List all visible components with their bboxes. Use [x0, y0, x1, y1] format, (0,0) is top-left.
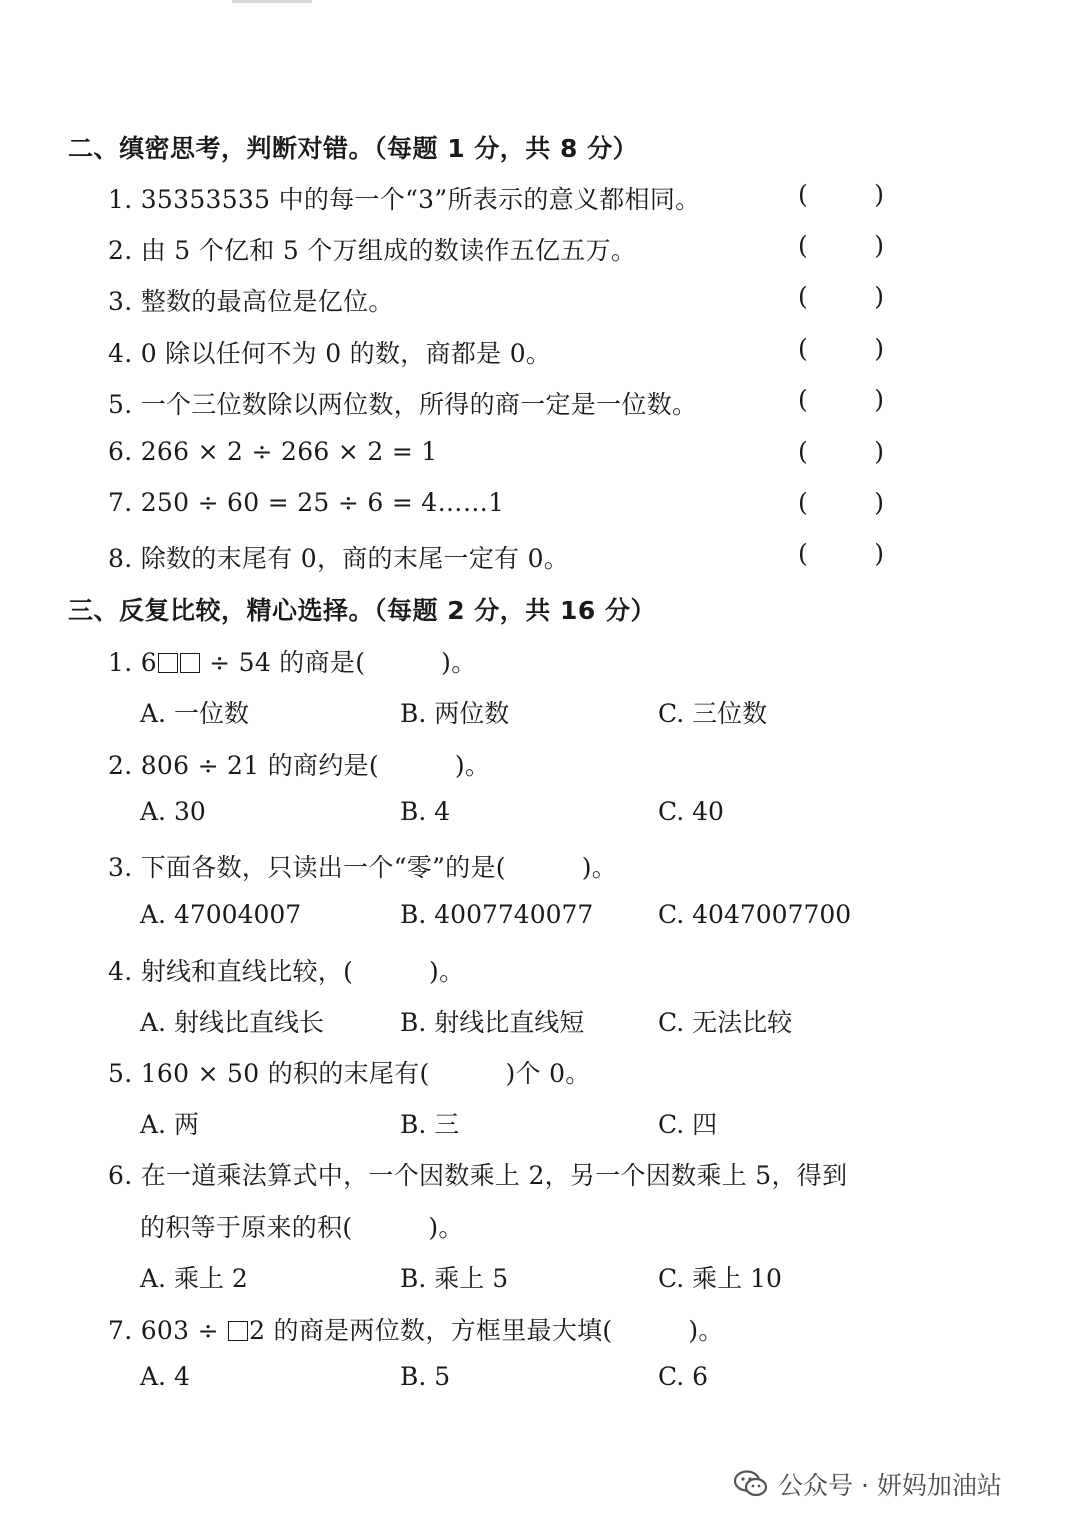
- q1-option-b[interactable]: B. 两位数: [400, 699, 510, 728]
- wechat-icon: [734, 1470, 768, 1498]
- judge-item-7: 7. 250 ÷ 60 = 25 ÷ 6 = 4……1: [108, 488, 505, 517]
- answer-paren-3[interactable]: ( ): [798, 282, 884, 311]
- judge-item-8: 8. 除数的末尾有 0，商的末尾一定有 0。: [108, 544, 570, 573]
- q7-suffix: 2 的商是两位数，方框里最大填( )。: [249, 1316, 724, 1345]
- answer-paren-1[interactable]: ( ): [798, 180, 884, 209]
- q4-option-c[interactable]: C. 无法比较: [658, 1008, 793, 1037]
- q6-option-b[interactable]: B. 乘上 5: [400, 1264, 509, 1293]
- blank-box: [228, 1321, 248, 1341]
- q5-option-b[interactable]: B. 三: [400, 1110, 460, 1139]
- scan-mark: [232, 0, 312, 3]
- answer-paren-5[interactable]: ( ): [798, 385, 884, 414]
- q1-prefix: 1. 6: [108, 648, 157, 677]
- choice-question-4: 4. 射线和直线比较，( )。: [108, 957, 465, 986]
- answer-paren-7[interactable]: ( ): [798, 488, 884, 517]
- blank-box: [158, 653, 178, 673]
- q5-option-a[interactable]: A. 两: [140, 1110, 199, 1139]
- judge-item-1: 1. 35353535 中的每一个“3”所表示的意义都相同。: [108, 185, 701, 214]
- q1-option-c[interactable]: C. 三位数: [658, 699, 768, 728]
- blank-box: [180, 653, 200, 673]
- section2-title: 二、缜密思考，判断对错。（每题 1 分，共 8 分）: [68, 134, 639, 163]
- answer-paren-6[interactable]: ( ): [798, 437, 884, 466]
- section3-title: 三、反复比较，精心选择。（每题 2 分，共 16 分）: [68, 596, 657, 625]
- judge-item-2: 2. 由 5 个亿和 5 个万组成的数读作五亿五万。: [108, 236, 637, 265]
- q2-option-c[interactable]: C. 40: [658, 797, 724, 826]
- choice-question-3: 3. 下面各数，只读出一个“零”的是( )。: [108, 853, 618, 882]
- choice-question-7: [108, 1311, 724, 1347]
- watermark-text: 公众号 · 妍妈加油站: [778, 1471, 1002, 1500]
- watermark: [734, 1466, 1002, 1502]
- q7-option-b[interactable]: B. 5: [400, 1362, 451, 1391]
- judge-item-4: 4. 0 除以任何不为 0 的数，商都是 0。: [108, 339, 552, 368]
- choice-question-1: [108, 643, 477, 679]
- q7-prefix: 7. 603 ÷: [108, 1316, 228, 1345]
- q2-option-a[interactable]: A. 30: [140, 797, 206, 826]
- answer-paren-4[interactable]: ( ): [798, 334, 884, 363]
- q3-option-c[interactable]: C. 4047007700: [658, 900, 852, 929]
- q7-option-c[interactable]: C. 6: [658, 1362, 709, 1391]
- q4-option-a[interactable]: A. 射线比直线长: [140, 1008, 324, 1037]
- q2-option-b[interactable]: B. 4: [400, 797, 451, 826]
- judge-item-6: 6. 266 × 2 ÷ 266 × 2 = 1: [108, 437, 438, 466]
- q6-option-a[interactable]: A. 乘上 2: [140, 1264, 248, 1293]
- q3-option-b[interactable]: B. 4007740077: [400, 900, 594, 929]
- judge-item-3: 3. 整数的最高位是亿位。: [108, 287, 394, 316]
- q5-option-c[interactable]: C. 四: [658, 1110, 718, 1139]
- choice-question-6-line1: 6. 在一道乘法算式中，一个因数乘上 2，另一个因数乘上 5，得到: [108, 1161, 848, 1190]
- judge-item-5: 5. 一个三位数除以两位数，所得的商一定是一位数。: [108, 390, 698, 419]
- choice-question-5: 5. 160 × 50 的积的末尾有( )个 0。: [108, 1059, 591, 1088]
- choice-question-6-line2: 的积等于原来的积( )。: [140, 1213, 464, 1242]
- q7-option-a[interactable]: A. 4: [140, 1362, 190, 1391]
- answer-paren-8[interactable]: ( ): [798, 539, 884, 568]
- q6-option-c[interactable]: C. 乘上 10: [658, 1264, 782, 1293]
- q4-option-b[interactable]: B. 射线比直线短: [400, 1008, 585, 1037]
- q1-option-a[interactable]: A. 一位数: [140, 699, 249, 728]
- q3-option-a[interactable]: A. 47004007: [140, 900, 302, 929]
- answer-paren-2[interactable]: ( ): [798, 231, 884, 260]
- q1-suffix: ÷ 54 的商是( )。: [200, 648, 477, 677]
- choice-question-2: 2. 806 ÷ 21 的商约是( )。: [108, 751, 491, 780]
